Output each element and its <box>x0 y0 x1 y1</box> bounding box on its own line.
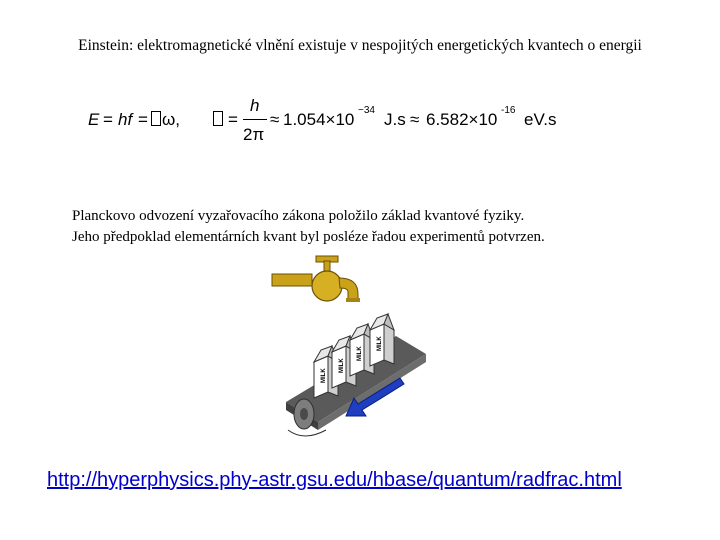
hbar-symbol-1 <box>151 110 161 130</box>
formula-E: E <box>88 110 100 129</box>
formula-unit-1: J.s <box>384 110 406 129</box>
fraction-denominator: 2π <box>243 125 265 144</box>
carton-label: MILK <box>357 346 363 361</box>
formula-hf: hf <box>118 110 133 129</box>
paragraph-line-1: Planckovo odvození vyzařovacího zákona položilo základ kvantové fyziky. <box>72 208 525 224</box>
formula-approx-2: ≈ <box>410 110 420 129</box>
formula-value-1: 1.054×10 <box>283 110 355 129</box>
formula-equals-2: = <box>138 110 148 129</box>
formula-value-2: 6.582×10 <box>426 110 498 129</box>
formula-approx-1: ≈ <box>270 110 280 129</box>
hbar-symbol-2 <box>213 110 223 130</box>
fraction-numerator: h <box>250 96 260 115</box>
carton-label: MILK <box>321 368 327 383</box>
fraction-bar <box>243 119 267 120</box>
carton-label: MILK <box>339 358 345 373</box>
slide-title: Einstein: elektromagnetické vlnění existuje v nespojitých energetických kvantech o energii <box>78 37 642 54</box>
formula-exponent-1: −34 <box>358 105 375 116</box>
formula-omega: ω, <box>162 110 180 129</box>
formula-equals-1: = <box>103 110 113 129</box>
energy-formula <box>88 96 608 148</box>
planck-paragraph <box>72 206 545 248</box>
formula-exponent-2: -16 <box>501 105 516 116</box>
faucet-icon <box>272 256 360 302</box>
hyperphysics-link[interactable]: http://hyperphysics.phy-astr.gsu.edu/hbase/quantum/radfrac.html <box>47 469 622 491</box>
carton-label: MILK <box>377 336 383 351</box>
paragraph-line-2: Jeho předpoklad elementárních kvant byl posléze řadou experimentů potvrzen. <box>72 229 545 245</box>
formula-unit-2: eV.s <box>524 110 557 129</box>
formula-equals-3: = <box>228 110 238 129</box>
quantum-conveyor-illustration <box>266 252 426 440</box>
